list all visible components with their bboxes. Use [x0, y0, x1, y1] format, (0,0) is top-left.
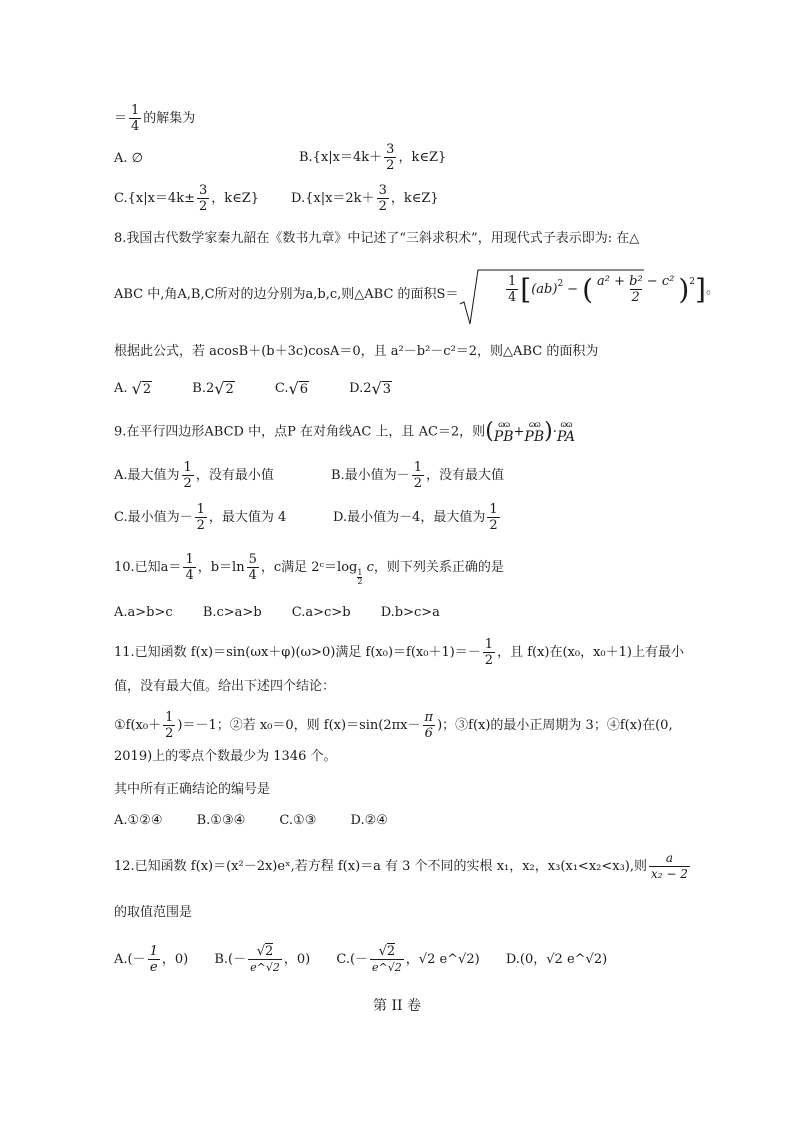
q10-pre: 10.已知a＝: [114, 560, 182, 575]
radicand: 2: [386, 944, 396, 959]
vector-pb: [494, 420, 514, 444]
opt-label: C.: [274, 381, 289, 396]
fraction: [506, 274, 518, 305]
frac-den: e: [149, 960, 158, 975]
log-base: [357, 569, 362, 586]
opt-b-post: ，k∈Z}: [398, 150, 447, 165]
q11-line2: 值，没有最大值。给出下述四个结论：: [114, 679, 336, 694]
q8-line2: [114, 268, 719, 332]
frac-den: e^√2: [372, 961, 402, 974]
q8-option-b: [192, 378, 234, 398]
q12-line2: 的取值范围是: [114, 905, 193, 920]
opt-c-pre: C.(－: [336, 952, 369, 967]
q9-option-a: [114, 460, 274, 491]
q8-option-c: [274, 378, 309, 398]
opt-a-pre: A.(－: [114, 952, 146, 967]
frac-num: 1: [165, 710, 174, 725]
frac-num: [377, 944, 398, 959]
fraction: [384, 142, 396, 173]
q9-option-c: [114, 502, 286, 533]
fraction: [423, 710, 436, 741]
q8-option-a: [114, 378, 152, 398]
vector-label: PB: [493, 429, 514, 445]
sqrt-icon: √: [371, 378, 382, 398]
frac-num: 1: [183, 460, 192, 475]
frac-den: 2: [631, 290, 640, 305]
q12-option-c: [336, 944, 480, 974]
frac-num: 3: [386, 142, 395, 157]
radical: [288, 378, 309, 398]
frac-num: a² + b² − c²: [597, 274, 675, 289]
frac-num: 1: [413, 460, 422, 475]
vector-label: PA: [556, 429, 576, 445]
vector-arrow-icon: ɷɷ: [528, 420, 540, 429]
sqrt-icon: √: [288, 378, 299, 398]
vector-arrow-icon: ɷɷ: [560, 420, 572, 429]
frac-num: 5: [248, 552, 257, 567]
equals-sign: ＝: [114, 111, 128, 126]
left-paren: (: [582, 272, 594, 306]
fraction: [129, 103, 141, 134]
frac-den: 4: [185, 568, 194, 583]
q10-option-d: D.b>c>a: [380, 605, 440, 620]
fraction: [163, 710, 175, 741]
right-bracket: ]: [695, 272, 706, 306]
frac-num: 1: [508, 274, 517, 289]
q10-option-b: B.c>a>b: [202, 605, 262, 620]
frac-num: 1: [196, 502, 205, 517]
frac-den: 4: [508, 290, 517, 305]
frac-num: 1: [149, 944, 158, 959]
opt-a-post: ，没有最小值: [195, 468, 274, 483]
frac-den: e^√2: [250, 961, 280, 974]
q7-option-a: A. ∅: [114, 151, 143, 166]
q11-line4: 2019)上的零点个数最少为 1346 个。: [114, 749, 337, 764]
q12-option-d: D.(0，√2 e^√2): [505, 952, 608, 967]
inner-fraction: [595, 274, 676, 305]
opt-b-pre: B.{x|x＝4k＋: [299, 150, 383, 165]
formula-ab: (ab): [531, 281, 558, 297]
frac-num: 3: [378, 183, 387, 198]
opt-a-post: ，0): [161, 952, 189, 967]
q10-mid1: ，b＝ln: [197, 560, 245, 575]
q11-l1-post: ，且 f(x)在(x₀，x₀＋1)上有最小: [497, 645, 684, 660]
q12-option-a: [114, 944, 189, 975]
log-base-num: 1: [357, 567, 363, 577]
q11-line1: [114, 637, 684, 668]
fraction: [487, 502, 499, 533]
q11-line3: [114, 710, 673, 741]
opt-c-post: ，√2 e^√2): [405, 952, 480, 967]
q12-line1: [114, 851, 692, 882]
formula-square: 2: [557, 278, 564, 289]
opt-label: D.2: [349, 381, 372, 396]
fraction: [412, 460, 424, 491]
formula-square: 2: [689, 276, 695, 287]
vector-pa: [557, 420, 575, 444]
frac-den: 4: [131, 119, 140, 134]
log-base-den: 2: [357, 576, 363, 586]
q8-options: [114, 380, 392, 398]
q10-post: ，则下列关系正确的是: [373, 560, 504, 575]
vector-pb: [524, 420, 544, 444]
fraction: [483, 637, 495, 668]
opt-c-post: ，k∈Z}: [211, 191, 260, 206]
frac-num: 1: [484, 637, 494, 652]
q12-option-b: [214, 944, 311, 974]
fraction: [649, 851, 690, 882]
radicand: 2: [265, 944, 274, 959]
radicand: 3: [382, 381, 391, 397]
fraction: [197, 183, 209, 214]
fraction: [183, 552, 195, 583]
formula-minus: −: [567, 281, 579, 297]
right-paren: ): [678, 272, 690, 306]
q10-stem: [114, 552, 504, 586]
q10-option-c: C.a>c>b: [291, 605, 351, 620]
q8-line2-post: 。: [705, 281, 719, 297]
fraction: [148, 944, 160, 975]
q9-option-b: [331, 460, 504, 491]
q10-options: [114, 604, 440, 622]
radical: [371, 378, 392, 398]
q10-option-a: A.a>b>c: [114, 605, 173, 620]
radicand: 6: [299, 381, 308, 397]
frac-num: 1: [131, 103, 140, 118]
frac-den: 4: [248, 568, 257, 583]
fraction: [195, 502, 207, 533]
q7-tail-text: 的解集为: [143, 111, 196, 126]
opt-b-post: ，0): [283, 952, 311, 967]
q9-stem-text: 9.在平行四边形ABCD 中，点P 在对角线AC 上，且 AC＝2，则: [114, 424, 486, 440]
frac-den: 2: [386, 158, 395, 173]
q11-option-a: A.①②④: [114, 813, 163, 828]
q11-option-d: D.②④: [350, 813, 388, 828]
q11-options: [114, 812, 388, 830]
left-paren: (: [485, 419, 494, 444]
opt-label: B.2: [192, 381, 215, 396]
q11-line5: 其中所有正确结论的编号是: [114, 782, 271, 797]
sqrt-icon: √: [131, 378, 142, 398]
frac-den: 2: [198, 199, 208, 214]
opt-label: A.: [114, 381, 128, 396]
fraction: [377, 183, 389, 214]
radical: [131, 378, 152, 398]
radical: [214, 378, 234, 398]
opt-d-pre: D.最小值为－4，最大值为: [333, 510, 486, 525]
sqrt-icon: √: [256, 944, 265, 959]
left-bracket: [: [520, 272, 532, 306]
opt-c-pre: C.最小值为－: [114, 510, 193, 525]
frac-den: x₂ − 2: [651, 867, 688, 881]
opt-b-post: ，没有最大值: [425, 468, 504, 483]
q9-stem: 9.在平行四边形ABCD 中，点P 在对角线AC 上，且 AC＝2，则( ɷɷ PB + ɷɷ PB )· ɷɷ PA: [114, 419, 576, 445]
q10-mid2: ，c满足 2ᶜ＝log: [260, 560, 358, 575]
sqrt-icon: √: [214, 378, 225, 398]
opt-c-pre: C.{x|x＝4k±: [114, 191, 195, 206]
frac-den: 6: [424, 726, 433, 741]
q8-option-d: [349, 378, 392, 398]
opt-a-pre: A.最大值为: [114, 468, 180, 483]
log-arg: c: [366, 560, 374, 575]
frac-den: 2: [196, 518, 205, 533]
frac-den: 2: [378, 199, 387, 214]
sqrt-icon: √: [378, 944, 387, 959]
q9-option-d: [333, 502, 502, 533]
opt-d-post: ，k∈Z}: [390, 191, 439, 206]
formula-body: [504, 274, 719, 305]
opt-c-post: ，最大值为 4: [208, 510, 287, 525]
q11-l3-mid: )＝－1；②若 x₀＝0，则 f(x)＝sin(2πx－: [177, 718, 421, 733]
q7-option-d: [291, 183, 439, 214]
fraction: [248, 944, 282, 975]
fraction: [247, 552, 259, 583]
right-paren: ): [544, 419, 553, 444]
q11-l3-pre: ①f(x₀＋: [114, 718, 162, 733]
section-title: 第 II 卷: [373, 998, 421, 1014]
q7-option-b: [299, 142, 446, 173]
q12-l1-text: 12.已知函数 f(x)＝(x²－2x)eˣ,若方程 f(x)＝a 有 3 个不同的实根 x₁，x₂，x₃(x₁<x₂<x₃),则: [114, 859, 648, 874]
q11-l3-post: )；③f(x)的最小正周期为 3；④f(x)在(0,: [437, 718, 673, 733]
opt-b-pre: B.(－: [214, 952, 247, 967]
q12-options: [114, 944, 607, 975]
vector-label: PB: [524, 429, 545, 445]
opt-d-pre: D.{x|x＝2k＋: [291, 191, 375, 206]
frac-num: 1: [185, 552, 194, 567]
fraction: [370, 944, 404, 975]
radicand: 2: [142, 381, 152, 397]
frac-den: 2: [489, 518, 498, 533]
q11-option-c: C.①③: [279, 813, 317, 828]
frac-num: [255, 944, 276, 959]
q11-option-b: B.①③④: [196, 813, 246, 828]
fraction: [182, 460, 194, 491]
opt-b-pre: B.最小值为－: [331, 468, 410, 483]
vector-arrow-icon: ɷɷ: [498, 420, 510, 429]
q7-tail: [114, 103, 195, 134]
frac-num: 3: [198, 183, 208, 198]
q8-line2-pre: ABC 中,角A,B,C所对的边分别为a,b,c,则△ABC 的面积S＝: [114, 287, 459, 302]
q11-l1-pre: 11.已知函数 f(x)＝sin(ωx＋φ)(ω>0)满足 f(x₀)＝f(x₀＋1)＝－: [114, 645, 481, 660]
radicand: 2: [225, 381, 234, 397]
frac-den: 2: [165, 726, 174, 741]
frac-den: 2: [413, 476, 422, 491]
q7-option-c: [114, 183, 259, 214]
frac-den: 2: [484, 653, 494, 668]
q8-line3: 根据此公式，若 acosB＋(b＋3c)cosA＝0，且 a²－b²－c²＝2，则△ABC 的面积为: [114, 344, 599, 359]
frac-den: 2: [183, 476, 192, 491]
frac-num: a: [665, 851, 674, 865]
frac-num: π: [424, 710, 434, 725]
q8-line1: 8.我国古代数学家秦九韶在《数书九章》中记述了“三斜求积术”，用现代式子表示即为: 在△: [114, 231, 640, 246]
frac-num: 1: [489, 502, 498, 517]
